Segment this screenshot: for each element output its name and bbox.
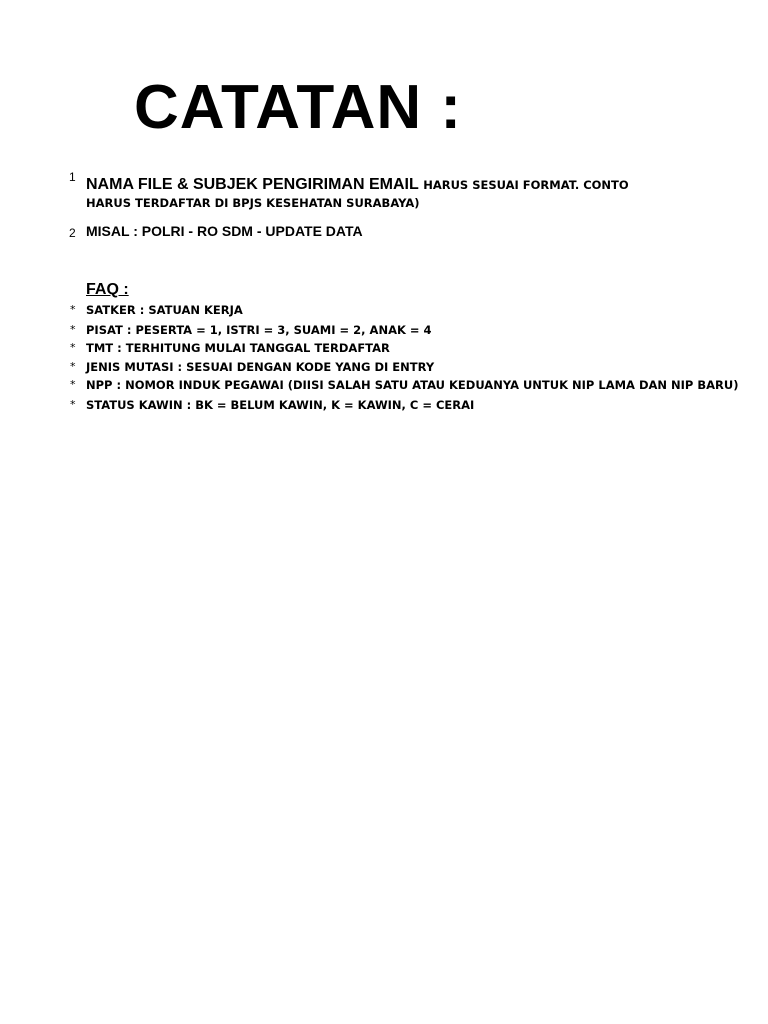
faq-item-text: SATKER : SATUAN KERJA <box>86 303 243 317</box>
note-1-text-line2: HARUS TERDAFTAR DI BPJS KESEHATAN SURABAYA) <box>86 196 420 210</box>
note-1 <box>86 176 660 194</box>
page-title: CATATAN : <box>134 73 463 142</box>
faq-item <box>0 360 660 378</box>
note-number-1: 1 <box>69 170 76 184</box>
faq-title: FAQ : <box>86 281 129 298</box>
faq-item <box>0 378 739 396</box>
faq-item-text: STATUS KAWIN : BK = BELUM KAWIN, K = KAWIN, C = CERAI <box>86 398 475 412</box>
faq-item <box>0 303 660 321</box>
faq-item-text: JENIS MUTASI : SESUAI DENGAN KODE YANG DI ENTRY <box>86 360 435 374</box>
faq-item-text: PISAT : PESERTA = 1, ISTRI = 3, SUAMI = 2, ANAK = 4 <box>86 323 432 337</box>
bullet-star: * <box>70 303 76 316</box>
bullet-star: * <box>70 378 76 391</box>
bullet-star: * <box>70 398 76 411</box>
bullet-star: * <box>70 360 76 373</box>
note-1-text-line1: HARUS SESUAI FORMAT. CONTO <box>423 178 629 192</box>
note-2-text: MISAL : POLRI - RO SDM - UPDATE DATA <box>86 223 363 239</box>
faq-item <box>0 341 660 359</box>
faq-item-text: NPP : NOMOR INDUK PEGAWAI (DIISI SALAH SATU ATAU KEDUANYA UNTUK NIP LAMA DAN NIP BARU) <box>86 378 739 392</box>
faq-item-text: TMT : TERHITUNG MULAI TANGGAL TERDAFTAR <box>86 341 390 355</box>
note-number-2: 2 <box>69 226 76 240</box>
faq-item <box>0 323 660 341</box>
bullet-star: * <box>70 341 76 354</box>
bullet-star: * <box>70 323 76 336</box>
faq-item <box>0 398 660 416</box>
note-1-heading: NAMA FILE & SUBJEK PENGIRIMAN EMAIL <box>86 176 419 193</box>
